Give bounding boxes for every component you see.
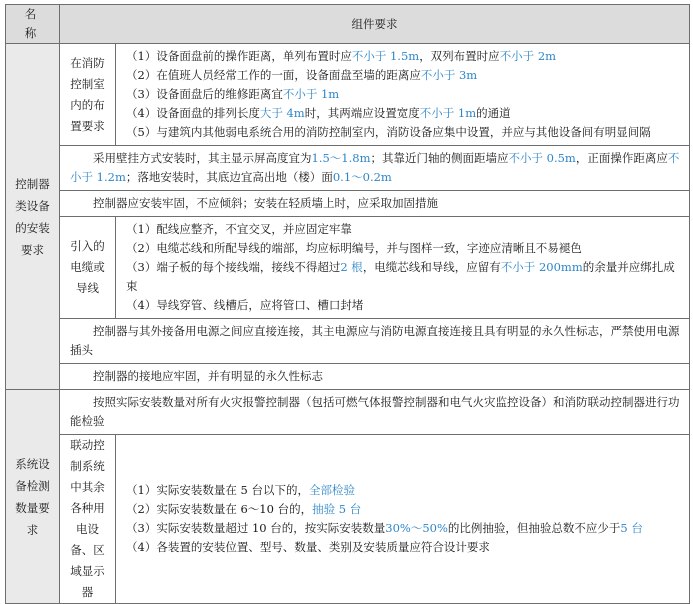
highlight-value: 不小于 1m [419,106,477,120]
category-install: 控制器类设备的安装要求 [6,44,60,390]
list-item: （3）实际安装数量超过 10 台的，按实际安装数量30%～50%的比例抽验，但抽验总数不应少于5 台 [126,521,643,535]
list-item: （3）设备面盘后的维修距离宜不小于 1m [126,87,340,101]
paragraph: 采用壁挂方式安装时，其主显示屏高度宜为1.5～1.8m；其靠近门轴的侧面距墙应不小于 0.5m，正面操作距离应不小于 1.2m；落地安装时，其底边宜高出地（楼）面0.1～0.2m [70,151,680,184]
header-requirements: 组件要求 [60,5,690,44]
highlight-value: 不小于 1.2m [70,151,680,184]
list-item: （1）实际安装数量在 5 台以下的，全部检验 [126,483,355,497]
items-control-room [116,44,690,146]
highlight-value: 30%～50% [385,521,448,535]
text-ground [60,364,690,390]
paragraph: 按照实际安装数量对所有火灾报警控制器（包括可燃气体报警控制器和电气火灾监控设备）和消防联动控制器进行功能检验 [70,395,680,428]
highlight-value: 2 根 [340,260,363,274]
label-linkage: 联动控制系统中其余各种用电设备、区域显示器 [60,435,116,604]
requirements-table [5,4,690,604]
highlight-value: 1.5～1.8m [311,151,371,165]
header-name: 名 称 [6,5,60,44]
header-row [6,5,690,44]
highlight-value: 全部检验 [308,483,355,497]
row-cables [6,217,690,319]
list-item: （2）电缆芯线和所配导线的端部，均应标明编号，并与图样一致，字迹应清晰且不易褪色 [126,241,582,255]
paragraph: 控制器的接地应牢固，并有明显的永久性标志 [93,369,323,383]
highlight-value: 大于 4m [259,106,305,120]
row-secure [6,191,690,217]
paragraph: 控制器与其外接备用电源之间应直接连接，其主电源应与消防电源直接连接且具有明显的永久性标志，严禁使用电源插头 [70,324,680,357]
list-item: （2）在值班人员经常工作的一面，设备面盘至墙的距离应不小于 3m [126,68,478,82]
list-item: （1）设备面盘前的操作距离，单列布置时应不小于 1.5m，双列布置时应不小于 2m [126,49,557,63]
category-inspect: 系统设备检测数量要求 [6,390,60,604]
row-linkage [6,435,690,604]
list-item: （4）导线穿管、线槽后，应将管口、槽口封堵 [126,298,364,312]
highlight-value: 5 台 [620,521,643,535]
text-secure [60,191,690,217]
highlight-value: 0.1～0.2m [332,170,392,184]
highlight-value: 不小于 3m [420,68,478,82]
list-item: （3）端子板的每个接线端，接线不得超过2 根，电缆芯线和导线，应留有不小于 200mm的余量并应绑扎成束 [126,260,675,293]
highlight-value: 抽验 5 台 [312,502,362,516]
paragraph: 控制器应安装牢固，不应倾斜；安装在轻质墙上时，应采取加固措施 [93,196,438,210]
list-item: （1）配线应整齐，不宜交叉，并应固定牢靠 [126,222,352,236]
text-inspect-intro [60,390,690,435]
list-item: （4）各装置的安装位置、型号、数量、类别及安装质量应符合设计要求 [126,540,490,554]
items-linkage [116,435,690,604]
highlight-value: 不小于 2m [499,49,557,63]
row-power [6,319,690,364]
items-cables [116,217,690,319]
label-cables: 引入的电缆或导线 [60,217,116,319]
list-item: （5）与建筑内其他弱电系统合用的消防控制室内，消防设备应集中设置，并应与其他设备间有明显间隔 [126,125,651,139]
row-inspect-intro [6,390,690,435]
highlight-value: 不小于 200mm [500,260,583,274]
list-item: （4）设备面盘的排列长度大于 4m时，其两端应设置宽度不小于 1m的通道 [126,106,511,120]
row-ground [6,364,690,390]
highlight-value: 不小于 0.5m [508,151,576,165]
label-control-room: 在消防控制室内的布置要求 [60,44,116,146]
highlight-value: 不小于 1m [282,87,340,101]
row-control-room [6,44,690,146]
text-power [60,319,690,364]
row-wall-mount [6,146,690,191]
list-item: （2）实际安装数量在 6～10 台的，抽验 5 台 [126,502,362,516]
highlight-value: 不小于 1.5m [351,49,420,63]
text-wall-mount [60,146,690,191]
